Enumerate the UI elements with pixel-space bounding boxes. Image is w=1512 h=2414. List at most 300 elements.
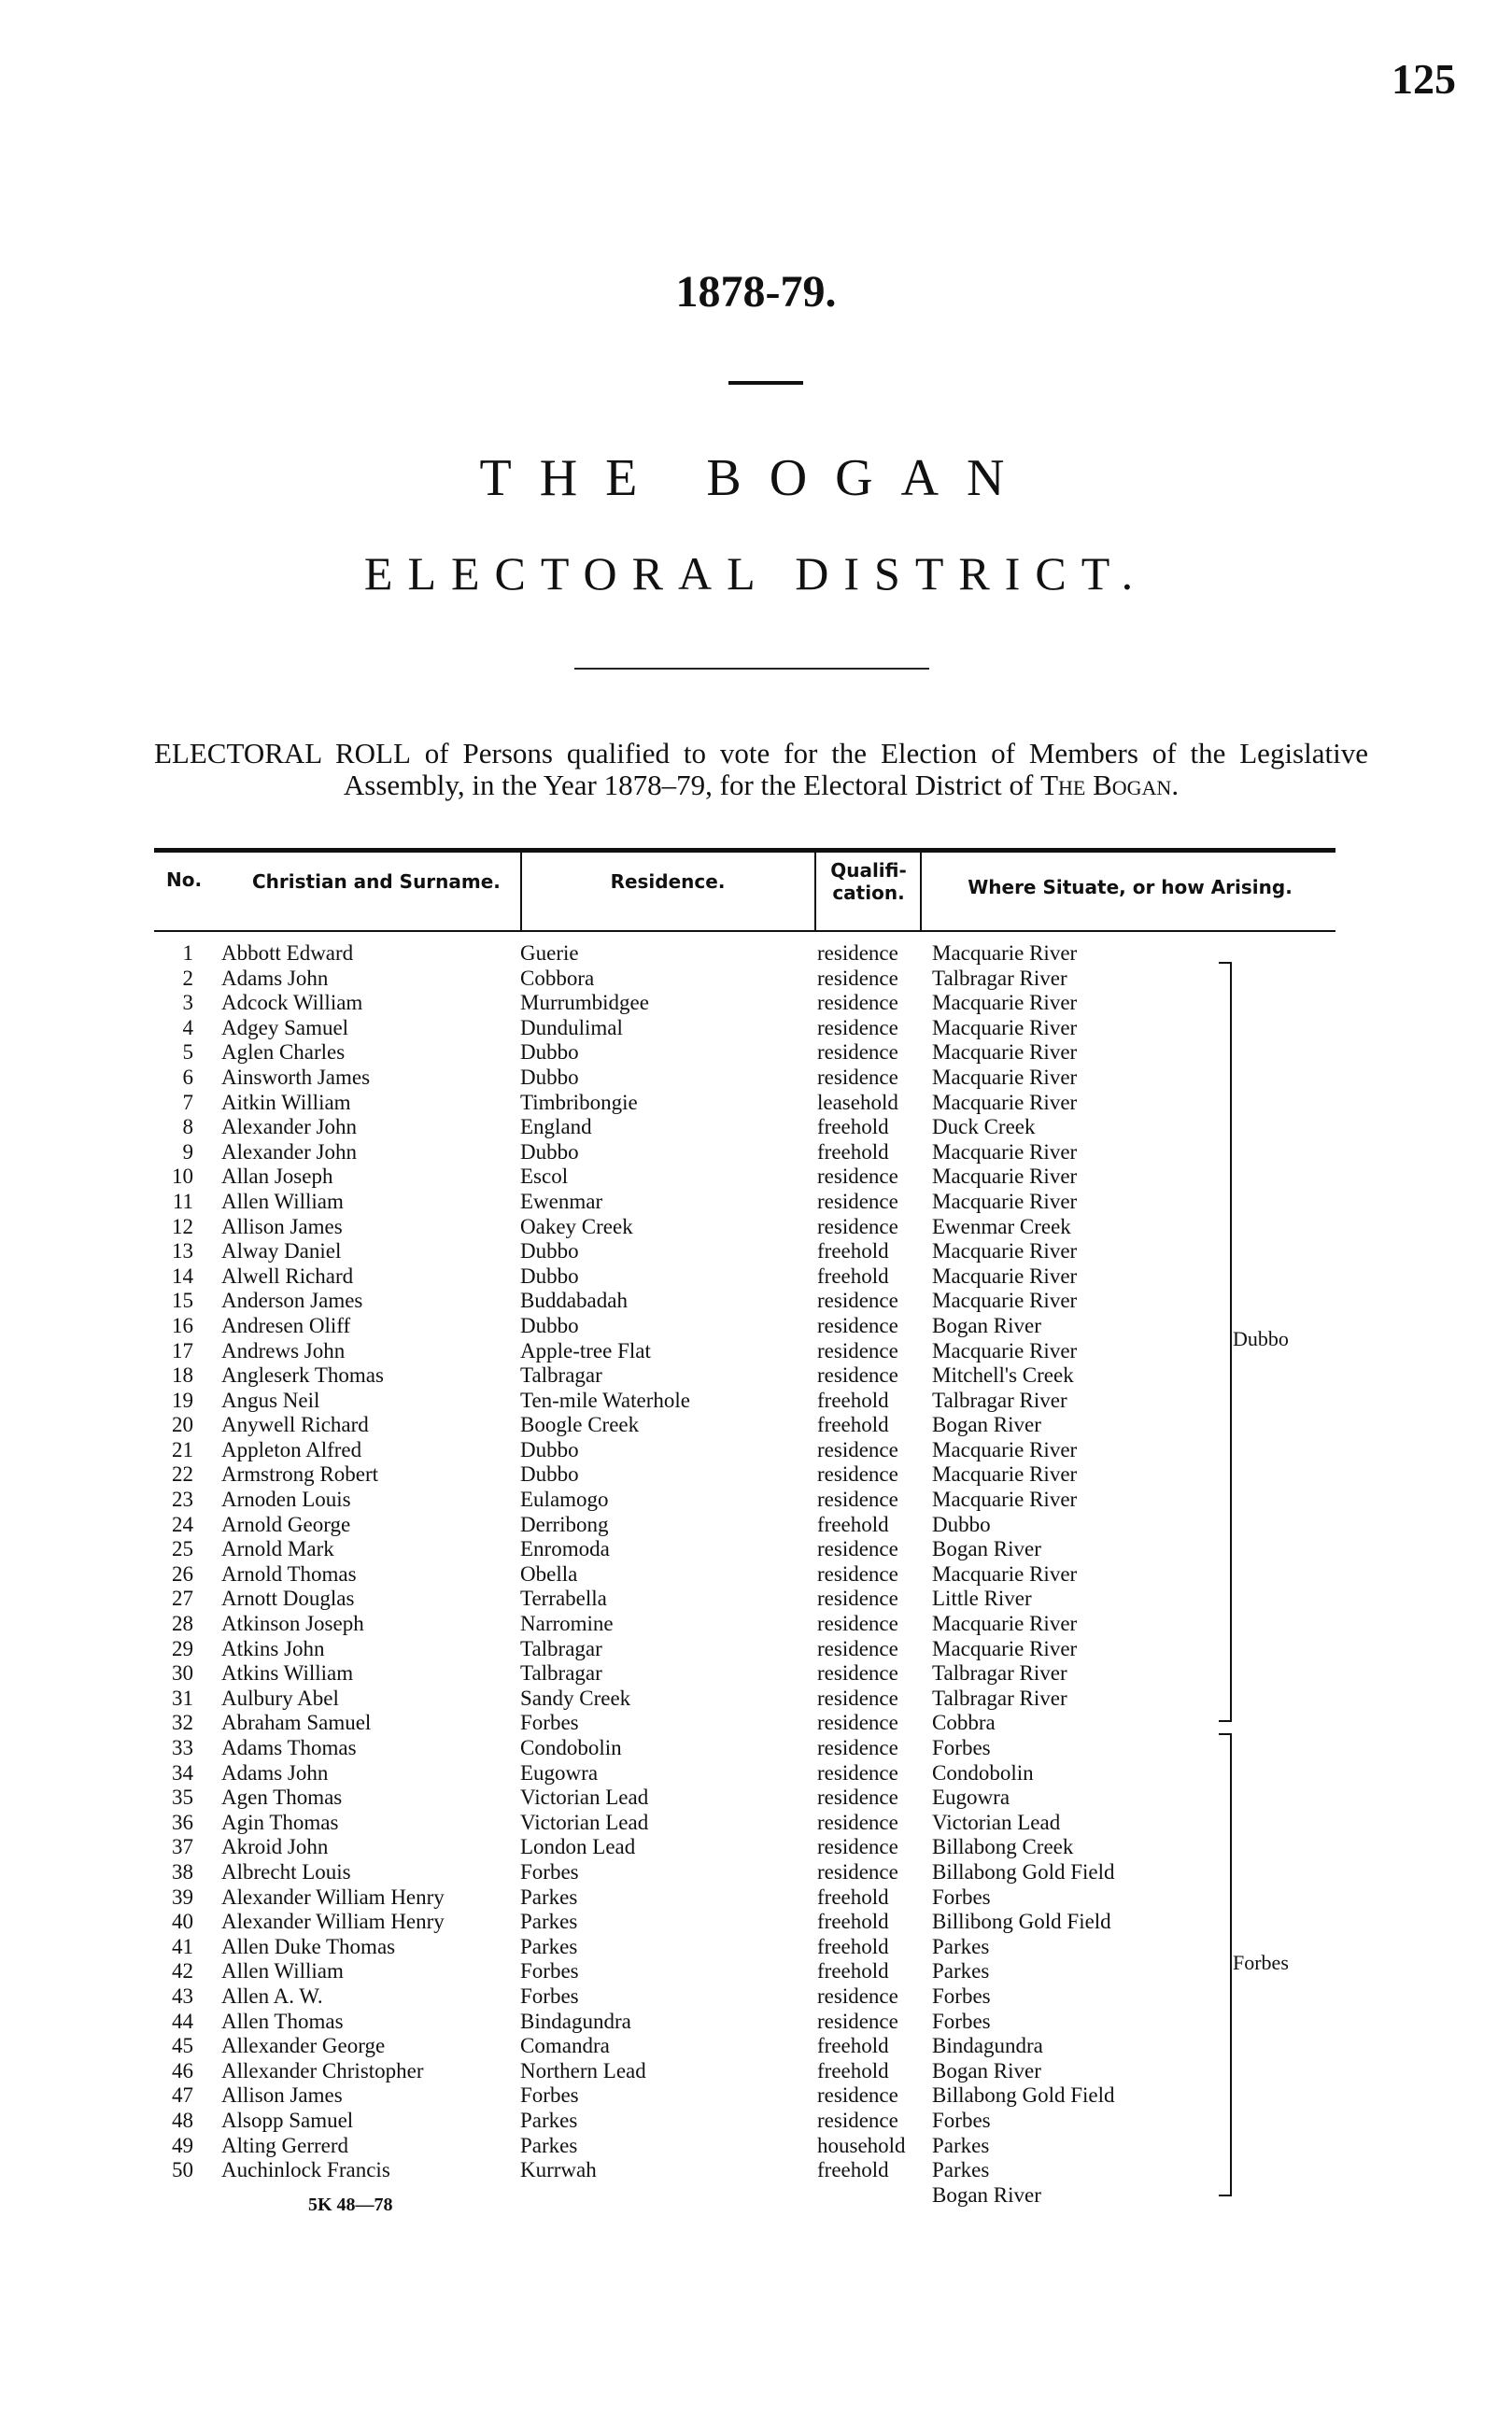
row-number: 48 bbox=[172, 2108, 193, 2132]
row-where: Little River bbox=[932, 1587, 1032, 1611]
row-where: Bogan River bbox=[932, 1313, 1041, 1337]
header-no: No. bbox=[166, 868, 203, 891]
row-residence: Comandra bbox=[520, 2034, 610, 2058]
table-row bbox=[0, 1984, 1512, 2010]
row-where: Billabong Gold Field bbox=[932, 1859, 1115, 1884]
row-where: Talbragar River bbox=[932, 966, 1067, 990]
table-row bbox=[0, 2083, 1512, 2109]
row-qualification: freehold bbox=[817, 1512, 889, 1536]
row-name: Alwell Richard bbox=[221, 1263, 354, 1288]
row-residence: Timbribongie bbox=[520, 1090, 638, 1114]
row-where: Ewenmar Creek bbox=[932, 1214, 1071, 1238]
row-qualification: residence bbox=[817, 1165, 898, 1189]
row-number: 19 bbox=[172, 1388, 193, 1412]
row-number: 15 bbox=[172, 1289, 193, 1313]
row-name: Allen William bbox=[221, 1189, 344, 1213]
row-name: Agen Thomas bbox=[221, 1786, 343, 1810]
row-number: 16 bbox=[172, 1313, 193, 1337]
row-number: 21 bbox=[172, 1437, 193, 1461]
row-where: Duck Creek bbox=[932, 1115, 1036, 1139]
row-number: 38 bbox=[172, 1859, 193, 1884]
row-residence: Boogle Creek bbox=[520, 1413, 640, 1437]
row-name: Abbott Edward bbox=[221, 941, 354, 965]
row-number: 3 bbox=[182, 991, 193, 1015]
row-where: Parkes bbox=[932, 2158, 990, 2182]
row-name: Allan Joseph bbox=[221, 1165, 333, 1189]
table-row bbox=[0, 1264, 1512, 1290]
row-residence: Ewenmar bbox=[520, 1189, 603, 1213]
row-qualification: leasehold bbox=[817, 1090, 898, 1114]
row-residence: Forbes bbox=[520, 1711, 579, 1735]
row-number: 31 bbox=[172, 1686, 193, 1710]
row-residence: Oakey Creek bbox=[520, 1214, 633, 1238]
row-number: 9 bbox=[182, 1139, 193, 1164]
row-residence: Dubbo bbox=[520, 1462, 579, 1487]
row-name: Anderson James bbox=[221, 1289, 363, 1313]
row-name: Arnold George bbox=[221, 1512, 351, 1536]
row-qualification: residence bbox=[817, 1537, 898, 1561]
row-where: Forbes bbox=[932, 2009, 991, 2033]
header-where: Where Situate, or how Arising. bbox=[968, 876, 1293, 898]
row-name: Adcock William bbox=[221, 991, 363, 1015]
row-name: Aulbury Abel bbox=[221, 1686, 339, 1710]
row-residence: Dubbo bbox=[520, 1263, 579, 1288]
intro-district: The Bogan. bbox=[1040, 769, 1180, 801]
row-number: 44 bbox=[172, 2009, 193, 2033]
row-where: Parkes bbox=[932, 2133, 990, 2157]
row-qualification: residence bbox=[817, 1686, 898, 1710]
page-year: 1878-79. bbox=[675, 267, 837, 317]
table-row-continuation bbox=[0, 2183, 1512, 2209]
row-number: 10 bbox=[172, 1165, 193, 1189]
row-name: Allexander George bbox=[221, 2034, 386, 2058]
row-where: Macquarie River bbox=[932, 1090, 1078, 1114]
row-name: Angleserk Thomas bbox=[221, 1363, 384, 1388]
row-name: Allison James bbox=[221, 2083, 343, 2108]
row-residence: Sandy Creek bbox=[520, 1686, 631, 1710]
row-residence: Obella bbox=[520, 1561, 578, 1586]
row-name: Andrews John bbox=[221, 1338, 346, 1362]
row-where: Macquarie River bbox=[932, 1040, 1078, 1065]
row-residence: Dubbo bbox=[520, 1437, 579, 1461]
row-qualification: residence bbox=[817, 991, 898, 1015]
row-number: 18 bbox=[172, 1363, 193, 1388]
row-where: Macquarie River bbox=[932, 1015, 1078, 1039]
table-row bbox=[0, 1115, 1512, 1140]
row-name: Ainsworth James bbox=[221, 1065, 371, 1089]
row-number: 40 bbox=[172, 1910, 193, 1934]
short-rule bbox=[728, 381, 803, 385]
row-residence: Ten-mile Waterhole bbox=[520, 1388, 690, 1412]
table-row bbox=[0, 1091, 1512, 1116]
row-residence: London Lead bbox=[520, 1835, 636, 1859]
table-row bbox=[0, 1389, 1512, 1414]
row-name: Appleton Alfred bbox=[221, 1437, 362, 1461]
header-qualification bbox=[817, 859, 920, 904]
row-qualification: freehold bbox=[817, 2058, 889, 2082]
row-name: Alexander William Henry bbox=[221, 1885, 445, 1909]
table-row bbox=[0, 1363, 1512, 1389]
row-number: 12 bbox=[172, 1214, 193, 1238]
row-number: 22 bbox=[172, 1462, 193, 1487]
row-name: Arnold Thomas bbox=[221, 1561, 357, 1586]
table-row bbox=[0, 991, 1512, 1016]
row-name: Atkins William bbox=[221, 1661, 354, 1686]
intro-lead: ELECTORAL ROLL bbox=[154, 737, 411, 769]
row-number: 39 bbox=[172, 1885, 193, 1909]
header-rule-bottom bbox=[154, 930, 1335, 932]
row-qualification: freehold bbox=[817, 1388, 889, 1412]
row-name: Arnott Douglas bbox=[221, 1587, 355, 1611]
table-row bbox=[0, 1140, 1512, 1165]
table-row bbox=[0, 1190, 1512, 1215]
header-qualification-line1: Qualifi- bbox=[830, 859, 907, 882]
row-where: Macquarie River bbox=[932, 1165, 1078, 1189]
row-number: 26 bbox=[172, 1561, 193, 1586]
row-qualification: residence bbox=[817, 1736, 898, 1759]
roll-table-body bbox=[0, 941, 1512, 2208]
table-row bbox=[0, 1786, 1512, 1811]
row-residence: Dubbo bbox=[520, 1239, 579, 1263]
row-name: Adams John bbox=[221, 1760, 329, 1785]
row-residence: Eulamogo bbox=[520, 1488, 609, 1512]
row-qualification: freehold bbox=[817, 2158, 889, 2182]
row-where: Parkes bbox=[932, 1934, 990, 1958]
row-number: 13 bbox=[172, 1239, 193, 1263]
row-qualification: residence bbox=[817, 1313, 898, 1337]
row-qualification: freehold bbox=[817, 1959, 889, 1983]
row-name: Arnoden Louis bbox=[221, 1488, 351, 1512]
table-row bbox=[0, 941, 1512, 967]
table-row bbox=[0, 2034, 1512, 2059]
table-row bbox=[0, 1761, 1512, 1786]
row-name: Allison James bbox=[221, 1214, 343, 1238]
row-residence: Dundulimal bbox=[520, 1015, 623, 1039]
row-residence: Dubbo bbox=[520, 1040, 579, 1065]
row-qualification: residence bbox=[817, 1338, 898, 1362]
row-number: 29 bbox=[172, 1636, 193, 1660]
row-residence: Guerie bbox=[520, 941, 579, 965]
row-where: Dubbo bbox=[932, 1512, 991, 1536]
row-name: Auchinlock Francis bbox=[221, 2158, 390, 2182]
intro-text: of Persons qualified to vote for the Election of Members of the Legislative Assembly, in the Year 1878–79, for the Electoral District of bbox=[343, 737, 1368, 801]
row-qualification: residence bbox=[817, 1983, 898, 2008]
row-number: 6 bbox=[182, 1065, 193, 1089]
table-row bbox=[0, 1239, 1512, 1264]
table-row bbox=[0, 1438, 1512, 1463]
row-where: Forbes bbox=[932, 1736, 991, 1759]
row-residence: Narromine bbox=[520, 1612, 614, 1636]
row-residence: Derribong bbox=[520, 1512, 609, 1536]
row-where: Billabong Gold Field bbox=[932, 2083, 1115, 2108]
row-name: Allexander Christopher bbox=[221, 2058, 424, 2082]
row-name: Alexander John bbox=[221, 1139, 357, 1164]
row-residence: Apple-tree Flat bbox=[520, 1338, 651, 1362]
row-where: Parkes bbox=[932, 1959, 990, 1983]
row-where: Macquarie River bbox=[932, 1488, 1078, 1512]
table-row bbox=[0, 1215, 1512, 1240]
row-where: Macquarie River bbox=[932, 1263, 1078, 1288]
row-number: 32 bbox=[172, 1711, 193, 1735]
row-number: 27 bbox=[172, 1587, 193, 1611]
row-where: Cobbra bbox=[932, 1711, 996, 1735]
row-name: Angus Neil bbox=[221, 1388, 320, 1412]
row-number: 8 bbox=[182, 1115, 193, 1139]
table-row bbox=[0, 1687, 1512, 1712]
row-residence: Forbes bbox=[520, 1959, 579, 1983]
row-name: Albrecht Louis bbox=[221, 1859, 351, 1884]
row-where: Macquarie River bbox=[932, 1561, 1078, 1586]
row-number: 23 bbox=[172, 1488, 193, 1512]
row-name: Agin Thomas bbox=[221, 1810, 339, 1834]
row-residence: Parkes bbox=[520, 2108, 578, 2132]
row-where: Macquarie River bbox=[932, 1065, 1078, 1089]
row-residence: Buddabadah bbox=[520, 1289, 628, 1313]
row-residence: Forbes bbox=[520, 1859, 579, 1884]
row-qualification: freehold bbox=[817, 1139, 889, 1164]
row-name: Adams John bbox=[221, 966, 329, 990]
row-name: Arnold Mark bbox=[221, 1537, 334, 1561]
row-where: Talbragar River bbox=[932, 1686, 1067, 1710]
row-number: 50 bbox=[172, 2158, 193, 2182]
row-residence: Northern Lead bbox=[520, 2058, 646, 2082]
row-qualification: freehold bbox=[817, 1910, 889, 1934]
row-number: 20 bbox=[172, 1413, 193, 1437]
row-name: Akroid John bbox=[221, 1835, 329, 1859]
row-where: Victorian Lead bbox=[932, 1810, 1061, 1834]
row-where: Bogan River bbox=[932, 2182, 1041, 2207]
table-row bbox=[0, 1562, 1512, 1588]
row-residence: England bbox=[520, 1115, 592, 1139]
row-residence: Cobbora bbox=[520, 966, 595, 990]
row-qualification: freehold bbox=[817, 1263, 889, 1288]
brace-forbes bbox=[1219, 1733, 1232, 2196]
row-where: Talbragar River bbox=[932, 1661, 1067, 1686]
row-name: Adgey Samuel bbox=[221, 1015, 349, 1039]
table-row bbox=[0, 1711, 1512, 1736]
row-number: 28 bbox=[172, 1612, 193, 1636]
table-row bbox=[0, 1811, 1512, 1836]
row-residence: Escol bbox=[520, 1165, 569, 1189]
row-qualification: residence bbox=[817, 1636, 898, 1660]
row-number: 42 bbox=[172, 1959, 193, 1983]
row-number: 24 bbox=[172, 1512, 193, 1536]
row-number: 47 bbox=[172, 2083, 193, 2108]
table-row bbox=[0, 2158, 1512, 2183]
row-name: Aitkin William bbox=[221, 1090, 351, 1114]
row-residence: Condobolin bbox=[520, 1736, 622, 1759]
row-name: Allen Thomas bbox=[221, 2009, 344, 2033]
header-separator bbox=[920, 853, 922, 930]
row-residence: Parkes bbox=[520, 1885, 578, 1909]
thin-rule bbox=[574, 668, 929, 670]
row-number: 41 bbox=[172, 1934, 193, 1958]
row-residence: Parkes bbox=[520, 1934, 578, 1958]
row-where: Macquarie River bbox=[932, 1139, 1078, 1164]
row-name: Andresen Oliff bbox=[221, 1313, 351, 1337]
row-number: 35 bbox=[172, 1786, 193, 1810]
row-name: Alsopp Samuel bbox=[221, 2108, 354, 2132]
row-name: Aglen Charles bbox=[221, 1040, 346, 1065]
row-qualification: residence bbox=[817, 1363, 898, 1388]
row-name: Alway Daniel bbox=[221, 1239, 342, 1263]
table-row bbox=[0, 1835, 1512, 1860]
row-name: Armstrong Robert bbox=[221, 1462, 379, 1487]
row-number: 2 bbox=[182, 966, 193, 990]
row-qualification: residence bbox=[817, 1561, 898, 1586]
row-where: Mitchell's Creek bbox=[932, 1363, 1074, 1388]
row-qualification: residence bbox=[817, 1835, 898, 1859]
row-residence: Parkes bbox=[520, 1910, 578, 1934]
row-where: Macquarie River bbox=[932, 1462, 1078, 1487]
header-qualification-line2: cation. bbox=[832, 882, 905, 904]
row-where: Macquarie River bbox=[932, 1239, 1078, 1263]
row-where: Billibong Gold Field bbox=[932, 1910, 1111, 1934]
table-row bbox=[0, 1537, 1512, 1562]
row-number: 14 bbox=[172, 1263, 193, 1288]
row-residence: Eugowra bbox=[520, 1760, 599, 1785]
table-row bbox=[0, 1736, 1512, 1761]
row-residence: Dubbo bbox=[520, 1313, 579, 1337]
row-qualification: residence bbox=[817, 1587, 898, 1611]
row-qualification: residence bbox=[817, 1859, 898, 1884]
row-where: Macquarie River bbox=[932, 1437, 1078, 1461]
row-number: 7 bbox=[182, 1090, 193, 1114]
table-row bbox=[0, 1661, 1512, 1687]
row-where: Macquarie River bbox=[932, 1338, 1078, 1362]
table-row bbox=[0, 1289, 1512, 1314]
row-qualification: residence bbox=[817, 1289, 898, 1313]
row-number: 34 bbox=[172, 1760, 193, 1785]
row-name: Atkinson Joseph bbox=[221, 1612, 364, 1636]
page-subtitle: ELECTORAL DISTRICT. bbox=[363, 547, 1149, 600]
row-where: Billabong Creek bbox=[932, 1835, 1074, 1859]
table-row bbox=[0, 1165, 1512, 1190]
row-qualification: residence bbox=[817, 941, 898, 965]
row-residence: Kurrwah bbox=[520, 2158, 597, 2182]
row-where: Eugowra bbox=[932, 1786, 1010, 1810]
row-name: Anywell Richard bbox=[221, 1413, 369, 1437]
row-number: 11 bbox=[172, 1189, 193, 1213]
row-qualification: residence bbox=[817, 2108, 898, 2132]
row-name: Allen Duke Thomas bbox=[221, 1934, 396, 1958]
row-number: 43 bbox=[172, 1983, 193, 2008]
row-where: Macquarie River bbox=[932, 1189, 1078, 1213]
row-number: 49 bbox=[172, 2133, 193, 2157]
table-row bbox=[0, 1885, 1512, 1911]
row-name: Allen William bbox=[221, 1959, 344, 1983]
table-row bbox=[0, 1066, 1512, 1091]
row-name: Alexander William Henry bbox=[221, 1910, 445, 1934]
row-where: Macquarie River bbox=[932, 1636, 1078, 1660]
row-name: Allen A. W. bbox=[221, 1983, 323, 2008]
row-where: Bogan River bbox=[932, 1537, 1041, 1561]
row-name: Atkins John bbox=[221, 1636, 325, 1660]
brace-dubbo bbox=[1219, 962, 1232, 1722]
row-residence: Dubbo bbox=[520, 1065, 579, 1089]
header-separator bbox=[520, 853, 522, 930]
row-where: Bindagundra bbox=[932, 2034, 1043, 2058]
table-row bbox=[0, 967, 1512, 992]
table-row bbox=[0, 2134, 1512, 2159]
header-rule-top bbox=[154, 848, 1335, 853]
row-number: 45 bbox=[172, 2034, 193, 2058]
row-residence: Talbragar bbox=[520, 1363, 602, 1388]
row-number: 25 bbox=[172, 1537, 193, 1561]
page-number: 125 bbox=[1392, 55, 1456, 103]
row-number: 30 bbox=[172, 1661, 193, 1686]
row-qualification: freehold bbox=[817, 1413, 889, 1437]
row-number: 1 bbox=[182, 941, 193, 965]
row-residence: Talbragar bbox=[520, 1636, 602, 1660]
row-number: 17 bbox=[172, 1338, 193, 1362]
row-qualification: residence bbox=[817, 2009, 898, 2033]
row-residence: Parkes bbox=[520, 2133, 578, 2157]
table-row bbox=[0, 1637, 1512, 1662]
row-where: Forbes bbox=[932, 1885, 991, 1909]
row-qualification: household bbox=[817, 2133, 906, 2157]
header-name: Christian and Surname. bbox=[252, 870, 501, 893]
row-qualification: residence bbox=[817, 1711, 898, 1735]
row-residence: Forbes bbox=[520, 1983, 579, 2008]
row-qualification: freehold bbox=[817, 1934, 889, 1958]
table-row bbox=[0, 1612, 1512, 1637]
row-qualification: residence bbox=[817, 1462, 898, 1487]
page-title: THE BOGAN bbox=[479, 449, 1033, 507]
row-number: 33 bbox=[172, 1736, 193, 1759]
table-row bbox=[0, 2059, 1512, 2084]
row-name: Alting Gerrerd bbox=[221, 2133, 349, 2157]
row-where: Forbes bbox=[932, 2108, 991, 2132]
table-row bbox=[0, 2010, 1512, 2035]
row-qualification: residence bbox=[817, 1760, 898, 1785]
row-qualification: residence bbox=[817, 1810, 898, 1834]
row-where: Bogan River bbox=[932, 2058, 1041, 2082]
row-where: Talbragar River bbox=[932, 1388, 1067, 1412]
row-where: Forbes bbox=[932, 1983, 991, 2008]
row-name: Abraham Samuel bbox=[221, 1711, 372, 1735]
row-number: 46 bbox=[172, 2058, 193, 2082]
row-where: Macquarie River bbox=[932, 1612, 1078, 1636]
row-qualification: freehold bbox=[817, 1239, 889, 1263]
row-residence: Victorian Lead bbox=[520, 1810, 649, 1834]
row-name: Alexander John bbox=[221, 1115, 357, 1139]
row-residence: Terrabella bbox=[520, 1587, 607, 1611]
row-residence: Murrumbidgee bbox=[520, 991, 649, 1015]
row-qualification: freehold bbox=[817, 2034, 889, 2058]
row-qualification: residence bbox=[817, 1189, 898, 1213]
row-qualification: residence bbox=[817, 1786, 898, 1810]
row-residence: Victorian Lead bbox=[520, 1786, 649, 1810]
row-qualification: residence bbox=[817, 1214, 898, 1238]
header-separator bbox=[814, 853, 816, 930]
row-number: 5 bbox=[182, 1040, 193, 1065]
table-row bbox=[0, 1040, 1512, 1066]
row-number: 4 bbox=[182, 1015, 193, 1039]
row-name: Adams Thomas bbox=[221, 1736, 357, 1759]
table-row bbox=[0, 1513, 1512, 1538]
row-qualification: residence bbox=[817, 1437, 898, 1461]
row-number: 36 bbox=[172, 1810, 193, 1834]
table-row bbox=[0, 1587, 1512, 1612]
brace-label-forbes: Forbes bbox=[1233, 1951, 1289, 1974]
row-where: Macquarie River bbox=[932, 941, 1078, 965]
row-qualification: freehold bbox=[817, 1885, 889, 1909]
table-row bbox=[0, 2109, 1512, 2134]
row-qualification: residence bbox=[817, 1488, 898, 1512]
row-qualification: residence bbox=[817, 2083, 898, 2108]
table-row bbox=[0, 1860, 1512, 1885]
